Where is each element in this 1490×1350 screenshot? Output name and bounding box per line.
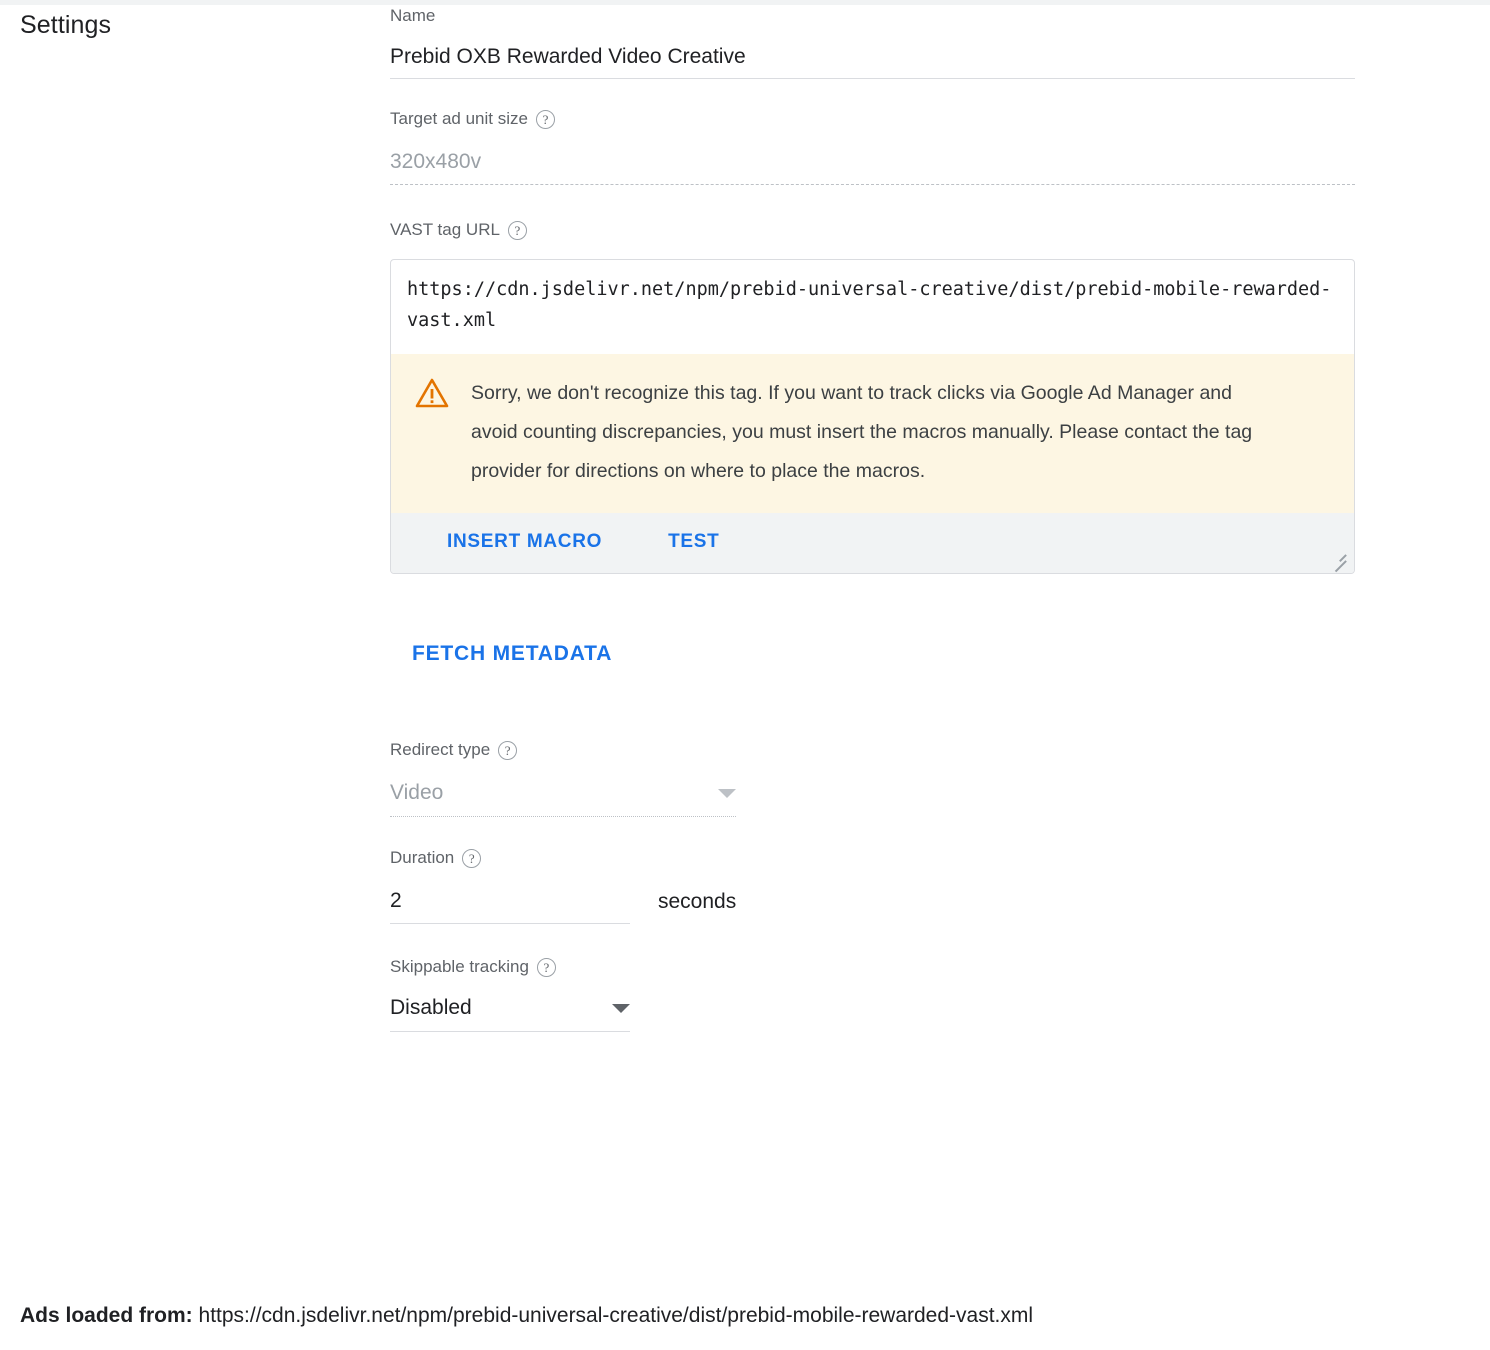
redirect-type-value: Video: [390, 781, 444, 804]
name-field-group: [390, 0, 1370, 79]
skippable-tracking-select[interactable]: [390, 978, 630, 1032]
vast-tag-url-textarea[interactable]: https://cdn.jsdelivr.net/npm/prebid-universal-creative/dist/prebid-mobile-rewarded-vast.xml: [407, 279, 1332, 331]
name-label-text: Name: [390, 6, 436, 25]
warning-triangle-icon: [415, 378, 449, 414]
resize-handle-icon[interactable]: [1328, 549, 1346, 567]
ads-loaded-from-url: https://cdn.jsdelivr.net/npm/prebid-universal-creative/dist/prebid-mobile-rewarded-vast.xml: [198, 1304, 1034, 1327]
duration-input[interactable]: 2: [390, 871, 630, 924]
duration-row: [390, 871, 1370, 924]
chevron-down-icon: [612, 1004, 630, 1013]
duration-unit-label: seconds: [658, 890, 737, 913]
help-icon[interactable]: ?: [498, 741, 517, 760]
chevron-down-icon: [718, 789, 736, 798]
target-ad-unit-size-label: [390, 108, 1370, 130]
duration-label: [390, 847, 1370, 869]
vast-tag-url-label: [390, 219, 1370, 241]
help-icon[interactable]: ?: [536, 110, 555, 129]
help-icon[interactable]: ?: [462, 849, 481, 868]
fetch-metadata-row: [390, 642, 1370, 666]
vast-tag-url-box: [390, 259, 1355, 574]
test-button[interactable]: TEST: [668, 531, 720, 552]
help-icon[interactable]: ?: [508, 221, 527, 240]
vast-tag-url-label-text: VAST tag URL: [390, 220, 500, 239]
redirect-type-label-text: Redirect type: [390, 740, 491, 759]
vast-tag-url-group: [390, 219, 1370, 574]
skippable-tracking-value: Disabled: [390, 996, 472, 1019]
insert-macro-button[interactable]: INSERT MACRO: [447, 531, 603, 552]
target-ad-unit-size-label-text: Target ad unit size: [390, 109, 528, 128]
skippable-tracking-label-text: Skippable tracking: [390, 957, 529, 976]
help-icon[interactable]: ?: [537, 958, 556, 977]
name-input[interactable]: Prebid OXB Rewarded Video Creative: [390, 27, 1355, 79]
vast-actions-bar: [391, 513, 1354, 573]
ads-loaded-from-label: Ads loaded from:: [20, 1304, 193, 1327]
redirect-type-label: [390, 739, 1370, 761]
redirect-type-group: [390, 739, 1370, 817]
duration-label-text: Duration: [390, 848, 455, 867]
redirect-type-select: [390, 761, 736, 817]
target-ad-unit-size-input: 320x480v: [390, 130, 1355, 185]
vast-warning-banner: [391, 354, 1354, 513]
page-title: Settings: [20, 11, 112, 39]
vast-warning-text: Sorry, we don't recognize this tag. If you want to track clicks via Google Ad Manager and avoid counting discrepancies, you must insert the macros manually. Please contact the tag provider for directions on where to place the macros.: [471, 382, 1253, 482]
fetch-metadata-button[interactable]: FETCH METADATA: [412, 642, 613, 665]
duration-group: [390, 847, 1370, 924]
skippable-tracking-label: [390, 956, 1370, 978]
name-label: [390, 5, 1370, 27]
creative-settings-form: [390, 0, 1370, 1032]
skippable-tracking-group: [390, 956, 1370, 1032]
target-ad-unit-size-group: [390, 108, 1370, 185]
ads-loaded-from-footer: [20, 1304, 1033, 1328]
